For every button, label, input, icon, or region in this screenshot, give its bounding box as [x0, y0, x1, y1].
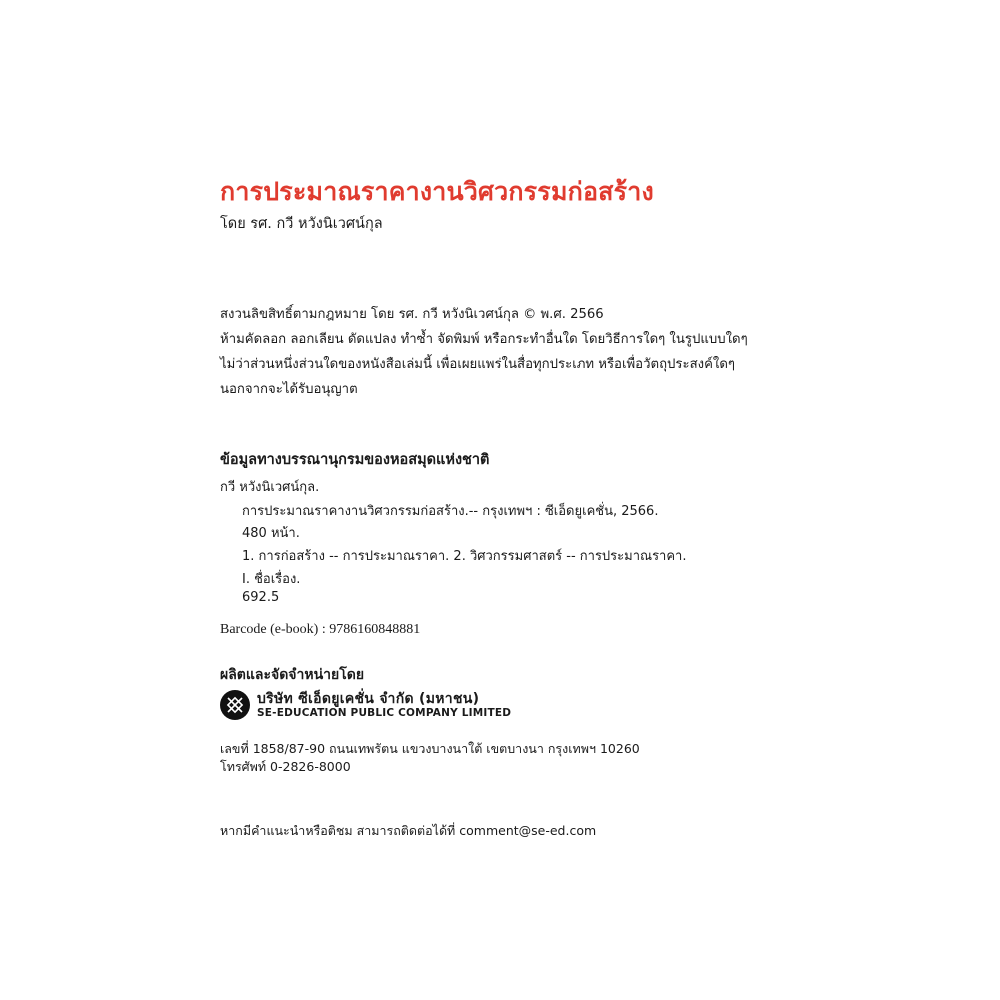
copyright-line: ห้ามคัดลอก ลอกเลียน ดัดแปลง ทำซ้ำ จัดพิมพ์ หรือกระทำอื่นใด โดยวิธีการใดๆ ในรูปแบบใดๆ	[220, 332, 748, 347]
se-ed-logo-icon	[220, 690, 250, 720]
copyright-line: สงวนลิขสิทธิ์ตามกฎหมาย โดย รศ. กวี หวังนิเวศน์กุล © พ.ศ. 2566	[220, 307, 604, 322]
publisher-address: เลขที่ 1858/87-90 ถนนเทพรัตน แขวงบางนาใต้ เขตบางนา กรุงเทพฯ 10260	[220, 741, 640, 756]
book-byline: โดย รศ. กวี หวังนิเวศน์กุล	[220, 216, 383, 232]
publisher-logo	[220, 690, 511, 720]
feedback-contact: หากมีคำแนะนำหรือติชม สามารถติดต่อได้ที่ comment@se-ed.com	[220, 823, 597, 838]
book-title: การประมาณราคางานวิศวกรรมก่อสร้าง	[220, 177, 654, 206]
publisher-name-th: บริษัท ซีเอ็ดยูเคชั่น จำกัด (มหาชน)	[257, 690, 480, 707]
cip-author: กวี หวังนิเวศน์กุล.	[220, 480, 320, 495]
copyright-line: นอกจากจะได้รับอนุญาต	[220, 382, 358, 397]
cip-subjects: 1. การก่อสร้าง -- การประมาณราคา. 2. วิศวกรรมศาสตร์ -- การประมาณราคา.	[242, 549, 687, 564]
cip-classification: 692.5	[242, 590, 280, 605]
copyright-line: ไม่ว่าส่วนหนึ่งส่วนใดของหนังสือเล่มนี้ เพื่อเผยแพร่ในสื่อทุกประเภท หรือเพื่อวัตถุประสงค์ใดๆ	[220, 357, 735, 372]
publisher-name-en: SE-EDUCATION PUBLIC COMPANY LIMITED	[257, 707, 512, 720]
publisher-phone: โทรศัพท์ 0-2826-8000	[220, 759, 351, 774]
cip-pages: 480 หน้า.	[242, 526, 300, 541]
publisher-heading: ผลิตและจัดจำหน่ายโดย	[220, 667, 365, 683]
cip-barcode: Barcode (e-book) : 9786160848881	[220, 622, 421, 637]
cip-heading: ข้อมูลทางบรรณานุกรมของหอสมุดแห่งชาติ	[220, 451, 490, 468]
se-ed-logo-mark	[224, 694, 246, 716]
cip-title-entry: I. ชื่อเรื่อง.	[242, 572, 301, 587]
cip-imprint: การประมาณราคางานวิศวกรรมก่อสร้าง.-- กรุงเทพฯ : ซีเอ็ดยูเคชั่น, 2566.	[242, 504, 659, 519]
publisher-name	[257, 691, 511, 719]
